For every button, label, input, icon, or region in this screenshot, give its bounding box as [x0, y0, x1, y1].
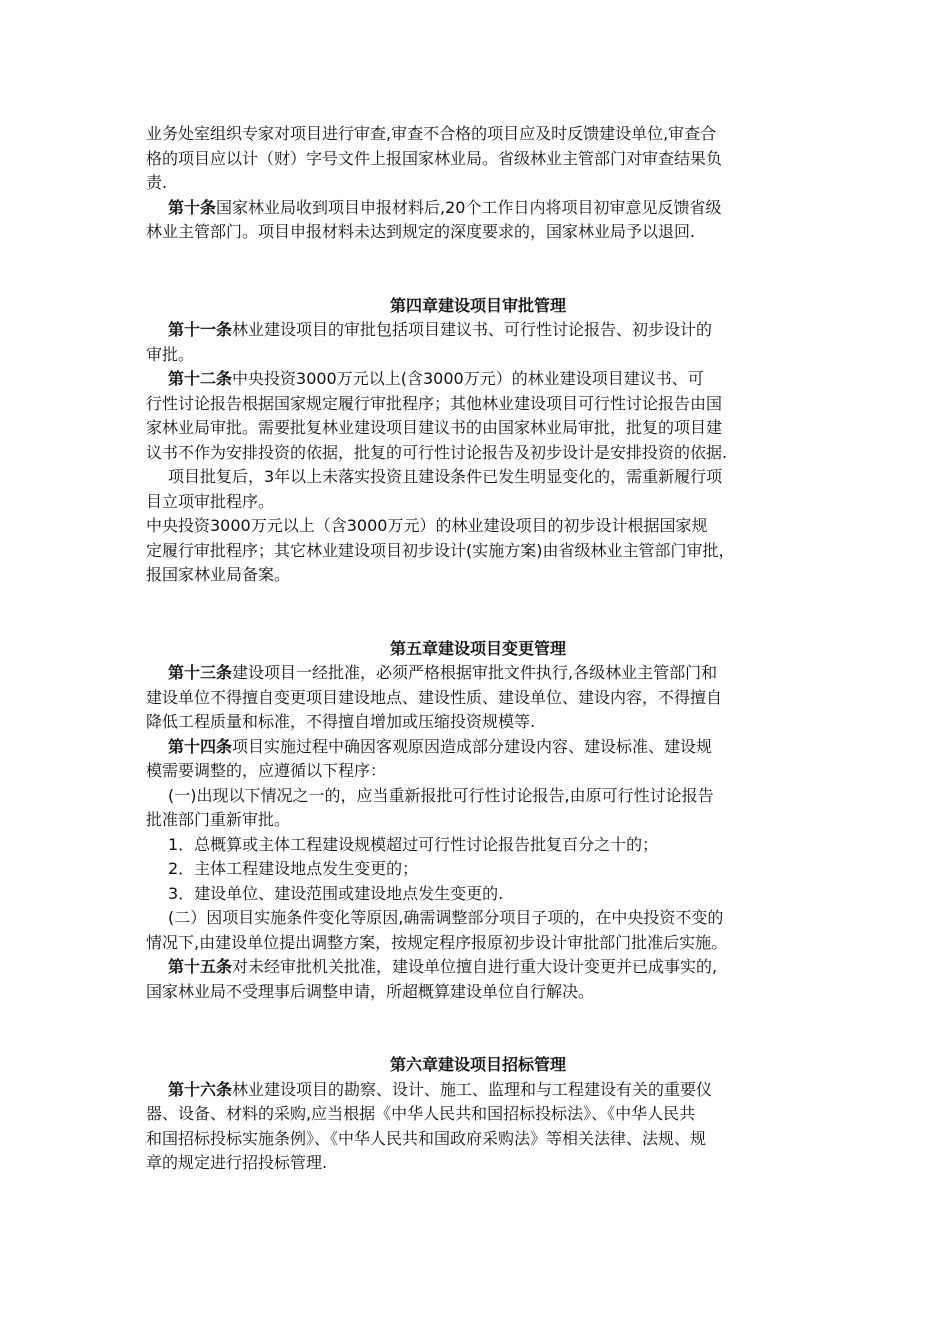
paragraph-line: 报国家林业局备案。 — [146, 565, 291, 584]
article-label: 第十二条 — [168, 369, 233, 388]
paragraph-line: 行性讨论报告根据国家规定履行审批程序；其他林业建设项目可行性讨论报告由国 — [146, 393, 723, 413]
article-label: 第十条 — [168, 197, 217, 217]
paragraph-line: 审批。 — [146, 344, 195, 364]
paragraph-line: 家林业局审批。需要批复林业建设项目建议书的由国家林业局审批，批复的项目建 — [146, 418, 723, 437]
chapter-heading: 第六章建设项目招标管理 — [389, 1055, 566, 1074]
list-item: 2．主体工程建设地点发生变更的； — [168, 859, 419, 878]
paragraph-line: 模需要调整的，应遵循以下程序： — [146, 761, 387, 780]
article-14: 第十四条项目实施过程中确因客观原因造成部分建设内容、建设标准、建设规 — [168, 736, 713, 756]
paragraph-line: 章的规定进行招投标管理. — [146, 1153, 328, 1172]
article-label: 第十五条 — [168, 957, 233, 976]
paragraph-line: 业务处室组织专家对项目进行审查,审查不合格的项目应及时反馈建设单位,审查合 — [146, 124, 717, 143]
paragraph-line: (二）因项目实施条件变化等原因,确需调整部分项目子项的，在中央投资不变的 — [168, 908, 724, 927]
paragraph-line: 格的项目应以计（财）字号文件上报国家林业局。省级林业主管部门对审查结果负 — [146, 148, 723, 168]
article-10: 第十条国家林业局收到项目申报材料后,20个工作日内将项目初审意见反馈省级 — [168, 197, 722, 217]
paragraph-line: 项目批复后，3年以上未落实投资且建设条件已发生明显变化的，需重新履行项 — [168, 467, 723, 486]
paragraph-line: (一)出现以下情况之一的，应当重新报批可行性讨论报告,由原可行性讨论报告 — [168, 785, 714, 805]
paragraph-line: 定履行审批程序；其它林业建设项目初步设计(实施方案)由省级林业主管部门审批， — [146, 540, 735, 560]
paragraph-line: 和国招标投标实施条例》、《中华人民共和国政府采购法》等相关法律、法规、规 — [146, 1128, 707, 1148]
article-16: 第十六条林业建设项目的勘察、设计、施工、监理和与工程建设有关的重要仪 — [168, 1079, 713, 1099]
paragraph-line: 中央投资3000万元以上（含3000万元）的林业建设项目的初步设计根据国家规 — [146, 516, 708, 535]
article-13: 第十三条建设项目一经批准，必须严格根据审批文件执行,各级林业主管部门和 — [168, 663, 718, 682]
paragraph-line: 国家林业局不受理事后调整申请，所超概算建设单位自行解决。 — [146, 981, 595, 1001]
paragraph-line: 器、设备、材料的采购,应当根据《中华人民共和国招标投标法》、《中华人民共 — [146, 1104, 696, 1123]
article-label: 第十四条 — [168, 736, 233, 756]
paragraph-line: 林业主管部门。项目申报材料未达到规定的深度要求的，国家林业局予以退回. — [146, 222, 696, 241]
paragraph-line: 建设单位不得擅自变更项目建设地点、建设性质、建设单位、建设内容，不得擅自 — [146, 687, 723, 707]
list-item: 1．总概算或主体工程建设规模超过可行性讨论报告批复百分之十的； — [168, 834, 659, 854]
article-12: 第十二条中央投资3000万元以上(含3000万元）的林业建设项目建议书、可 — [168, 369, 704, 388]
article-11: 第十一条林业建设项目的审批包括项目建议书、可行性讨论报告、初步设计的 — [168, 320, 713, 339]
paragraph-line: 情况下,由建设单位提出调整方案，按规定程序报原初步设计审批部门批准后实施。 — [146, 932, 728, 952]
paragraph-line: 责. — [146, 173, 168, 192]
article-label: 第十六条 — [168, 1079, 233, 1099]
article-label: 第十一条 — [168, 320, 233, 339]
article-label: 第十三条 — [168, 663, 233, 682]
article-15: 第十五条对未经审批机关批准，建设单位擅自进行重大设计变更并已成事实的, — [168, 957, 718, 976]
paragraph-line: 议书不作为安排投资的依据，批复的可行性讨论报告及初步设计是安排投资的依据. — [146, 442, 728, 462]
paragraph-line: 目立项审批程序。 — [146, 491, 275, 511]
chapter-heading: 第五章建设项目变更管理 — [389, 638, 566, 658]
paragraph-line: 批准部门重新审批。 — [146, 810, 291, 829]
list-item: 3．建设单位、建设范围或建设地点发生变更的. — [168, 883, 504, 903]
document-page — [146, 122, 810, 1176]
paragraph-line: 降低工程质量和标准，不得擅自增加或压缩投资规模等. — [146, 712, 536, 731]
chapter-heading: 第四章建设项目审批管理 — [389, 295, 566, 315]
